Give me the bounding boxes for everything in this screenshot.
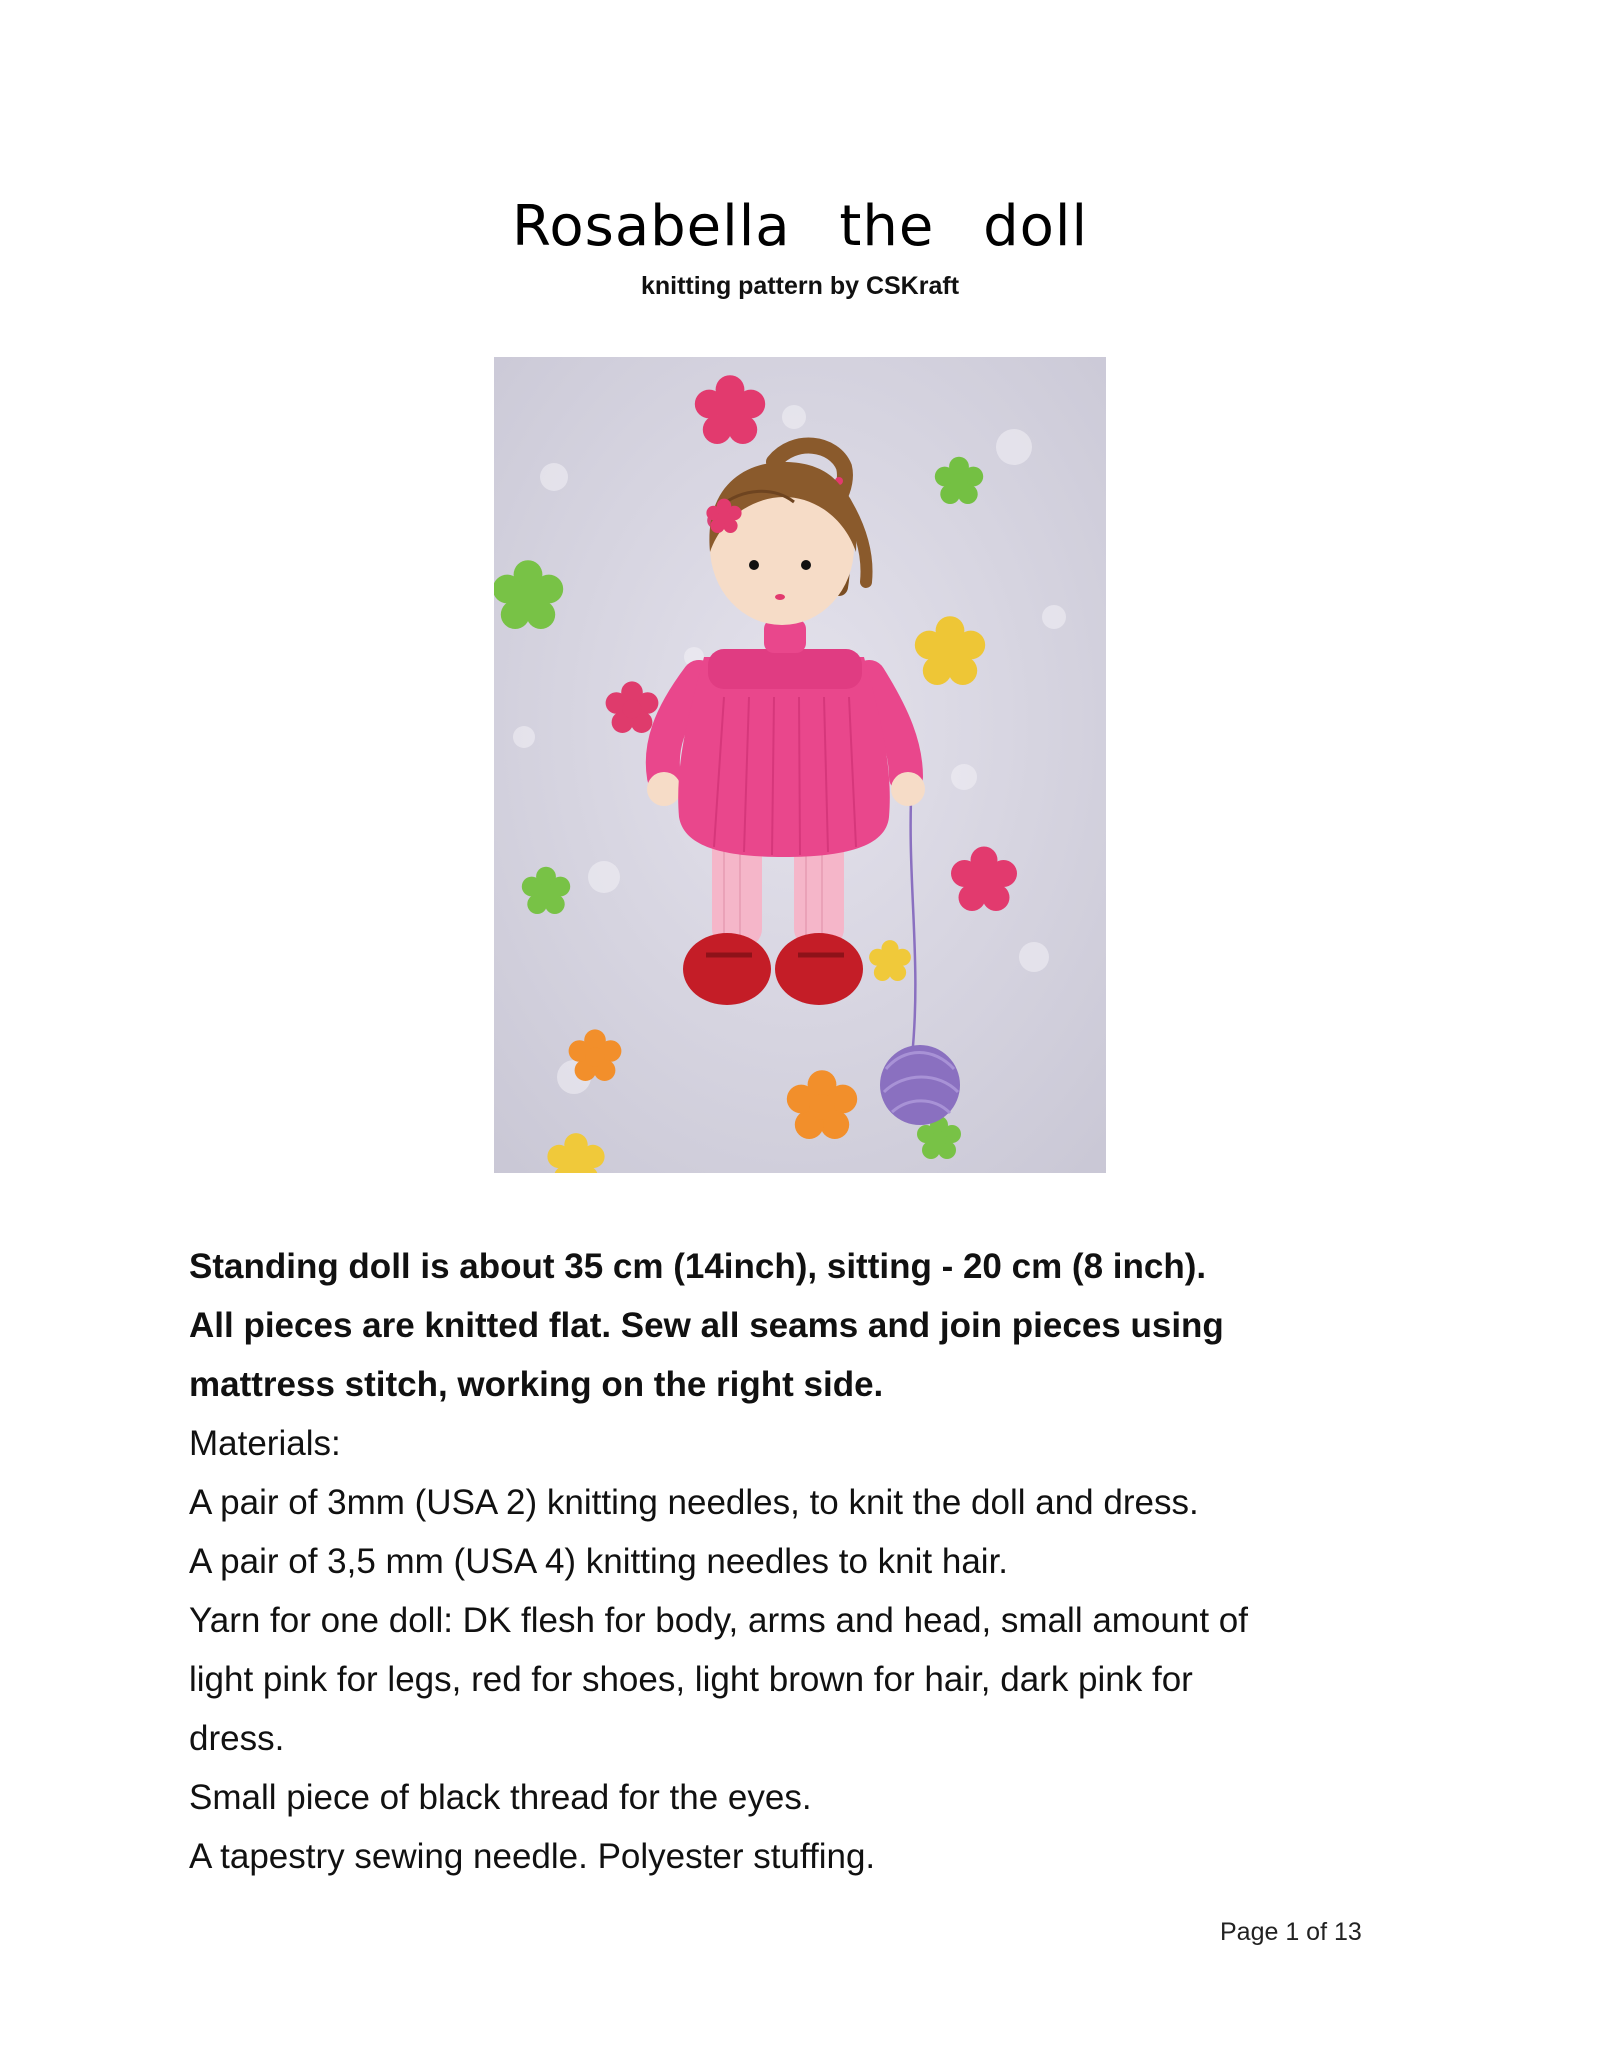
page-number: Page 1 of 13 — [1220, 1918, 1362, 1946]
materials-line: A tapestry sewing needle. Polyester stuffing. — [189, 1837, 876, 1876]
doll-photo — [494, 357, 1106, 1173]
materials-line: Small piece of black thread for the eyes. — [189, 1778, 812, 1817]
intro-line: All pieces are knitted flat. Sew all seams and join pieces using — [189, 1306, 1224, 1345]
materials-line: light pink for legs, red for shoes, light brown for hair, dark pink for — [189, 1660, 1193, 1699]
page-subtitle: knitting pattern by CSKraft — [640, 272, 960, 300]
materials-line: A pair of 3mm (USA 2) knitting needles, to knit the doll and dress. — [189, 1483, 1199, 1522]
page-title: Rosabella the doll — [511, 194, 1088, 259]
pattern-description — [189, 1237, 1429, 1886]
intro-line: Standing doll is about 35 cm (14inch), sitting - 20 cm (8 inch). — [189, 1247, 1207, 1286]
materials-line: dress. — [189, 1719, 285, 1758]
materials-line: Yarn for one doll: DK flesh for body, arms and head, small amount of — [189, 1601, 1248, 1640]
intro-line: mattress stitch, working on the right side. — [189, 1365, 884, 1404]
materials-line: A pair of 3,5 mm (USA 4) knitting needles to knit hair. — [189, 1542, 1009, 1581]
materials-heading: Materials: — [189, 1424, 341, 1463]
knitted-doll-photo-icon — [494, 357, 1106, 1173]
